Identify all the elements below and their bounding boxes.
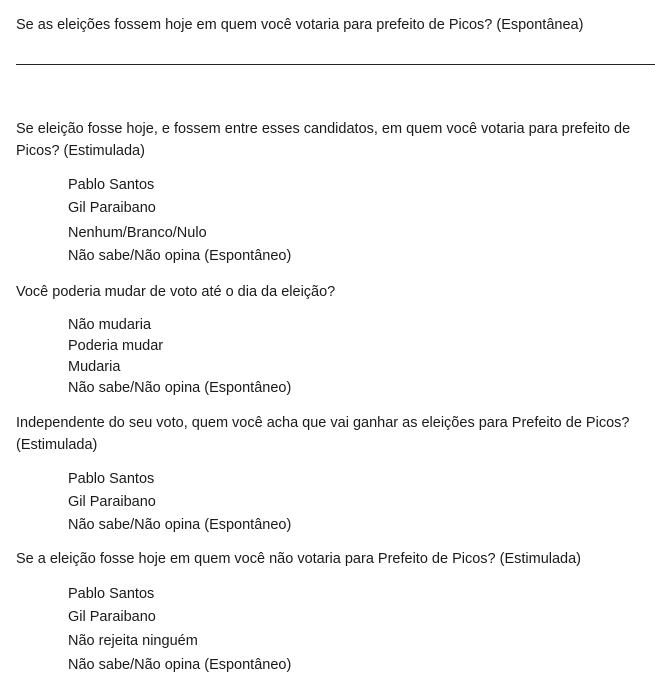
q5-option-2: Gil Paraibano bbox=[68, 609, 156, 625]
question-5-text: Se a eleição fosse hoje em quem você não votaria para Prefeito de Picos? (Estimulada) bbox=[16, 551, 582, 567]
question-2-text: Se eleição fosse hoje, e fossem entre esses candidatos, em quem você votaria para prefeito de Picos? (Estimulada) bbox=[16, 121, 631, 159]
q5-option-4: Não sabe/Não opina (Espontâneo) bbox=[68, 657, 292, 673]
answer-line[interactable] bbox=[16, 64, 655, 65]
q5-option-3: Não rejeita ninguém bbox=[68, 633, 198, 649]
q4-option-2: Gil Paraibano bbox=[68, 494, 156, 510]
q2-option-3: Nenhum/Branco/Nulo bbox=[68, 225, 207, 241]
question-3-text: Você poderia mudar de voto até o dia da eleição? bbox=[16, 284, 336, 300]
q5-option-1: Pablo Santos bbox=[68, 586, 155, 602]
question-4-text: Independente do seu voto, quem você acha que vai ganhar as eleições para Prefeito de Picos? (Estimulada) bbox=[16, 415, 630, 453]
q2-option-4: Não sabe/Não opina (Espontâneo) bbox=[68, 248, 292, 264]
q4-option-1: Pablo Santos bbox=[68, 471, 155, 487]
q3-option-4: Não sabe/Não opina (Espontâneo) bbox=[68, 380, 292, 396]
q3-option-2: Poderia mudar bbox=[68, 338, 164, 354]
q2-option-1: Pablo Santos bbox=[68, 177, 155, 193]
question-1-text: Se as eleições fossem hoje em quem você votaria para prefeito de Picos? (Espontânea) bbox=[16, 17, 584, 33]
q3-option-3: Mudaria bbox=[68, 359, 121, 375]
q4-option-3: Não sabe/Não opina (Espontâneo) bbox=[68, 517, 292, 533]
q2-option-2: Gil Paraibano bbox=[68, 200, 156, 216]
q3-option-1: Não mudaria bbox=[68, 317, 152, 333]
